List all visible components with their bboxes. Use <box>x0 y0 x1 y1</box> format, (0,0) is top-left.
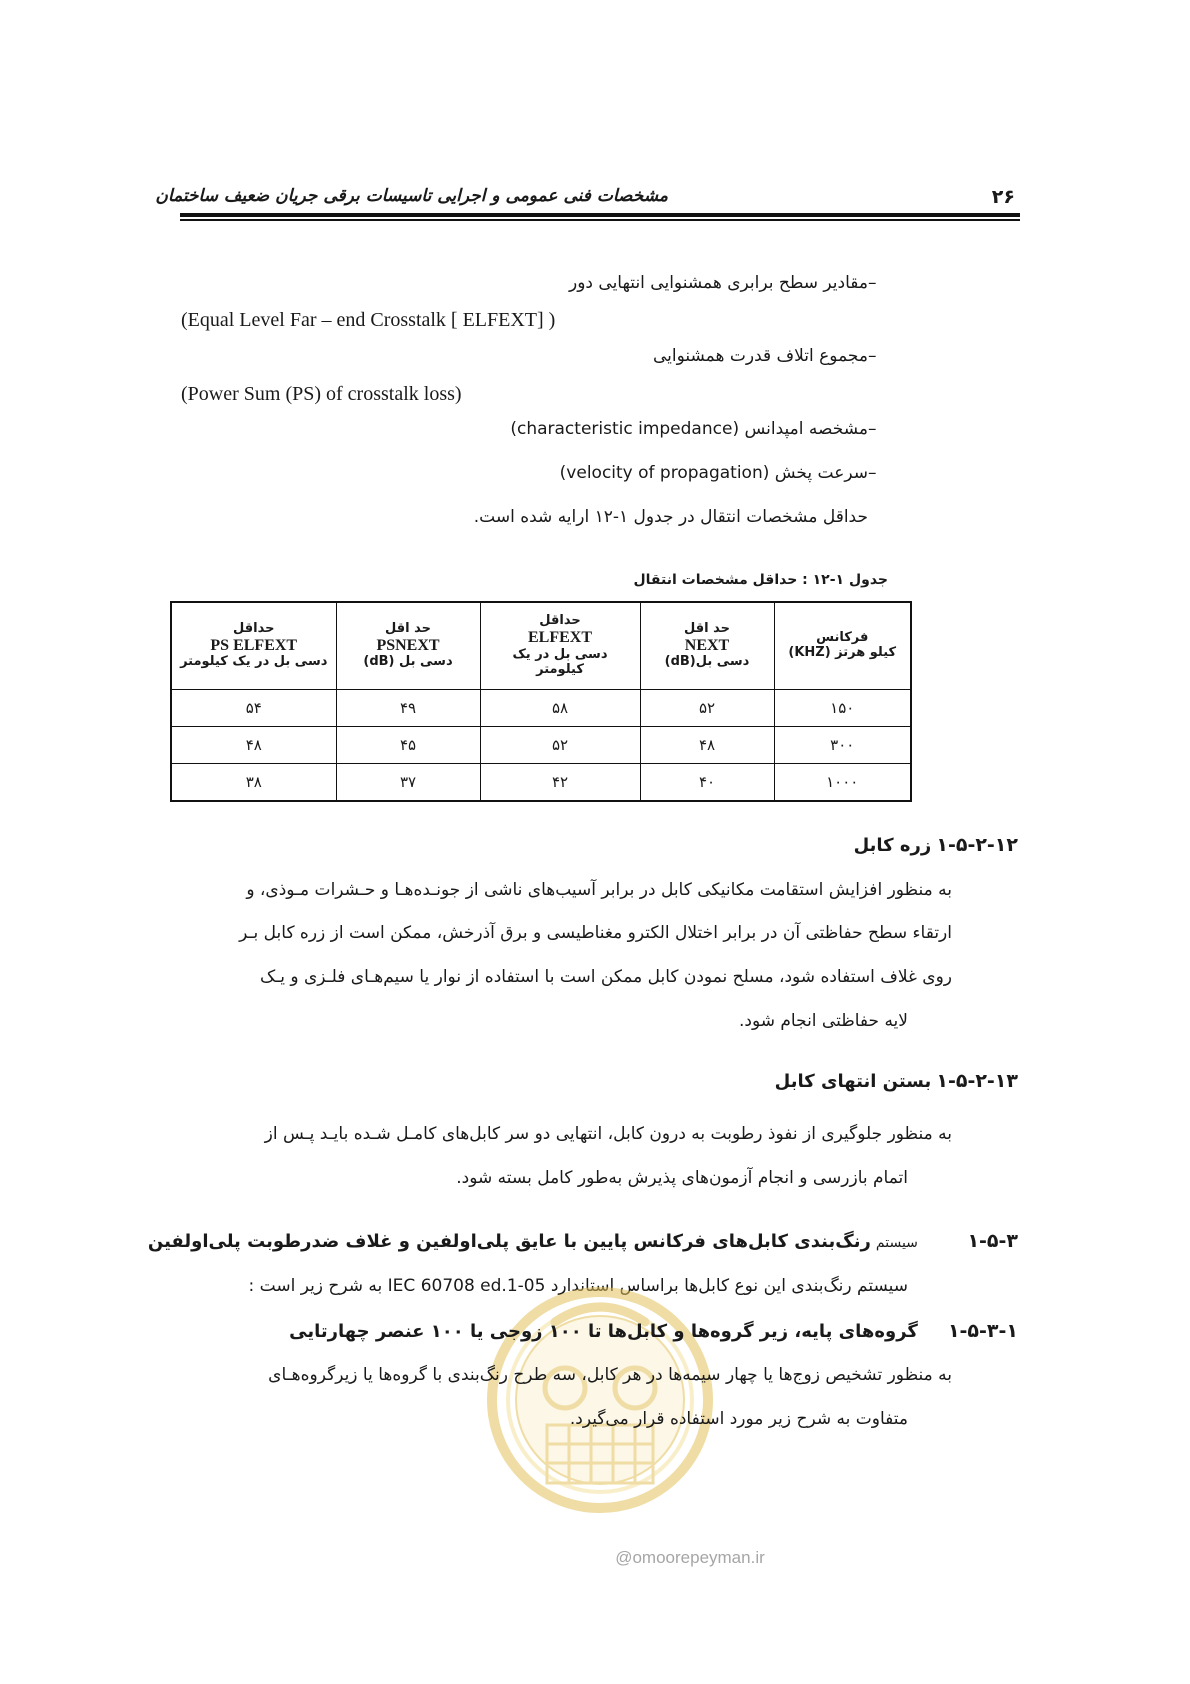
section-number: ۱-۵-۳ <box>967 1230 1018 1252</box>
header-line: حد اقل <box>385 620 431 636</box>
section-title: بستن انتهای کابل <box>774 1071 932 1092</box>
table-header-row <box>171 602 911 690</box>
header-abbr: ELFEXT <box>527 629 592 647</box>
header-line: دسی بل در یک کیلومتر <box>180 654 328 670</box>
table-cell: ۳۸ <box>171 764 336 802</box>
table-cell: ۳۷ <box>336 764 480 802</box>
col-header-ps-elfext <box>171 602 336 690</box>
paragraph-line: اتمام بازرسی و انجام آزمون‌های پذیرش به‌طور کامل بسته شود. <box>456 1168 908 1188</box>
section-title: گروه‌های پایه، زیر گروه‌ها و کابل‌ها تا ۱۰۰ زوجی یا ۱۰۰ عنصر چهارتایی <box>289 1321 918 1342</box>
header-line: کیلو هرتز (KHZ) <box>788 645 897 660</box>
bullet-dash: – <box>868 346 877 366</box>
section-heading <box>289 1320 1018 1342</box>
col-header-next <box>640 602 774 690</box>
running-header-title: مشخصات فنی عمومی و اجرایی تاسیسات برقی جریان ضعیف ساختمان <box>155 186 668 206</box>
bullet-dash: – <box>868 273 877 293</box>
table-cell: ۴۸ <box>640 727 774 764</box>
paragraph-line: سیستم رنگ‌بندی این نوع کابل‌ها براساس استاندارد IEC 60708 ed.1-05 به شرح زیر است : <box>248 1276 908 1296</box>
table-cell: ۴۲ <box>480 764 640 802</box>
header-line: حداقل <box>539 613 581 629</box>
bullet-dash: – <box>868 463 877 483</box>
bullet-dash: – <box>868 419 877 439</box>
bullet-text: سرعت پخش (velocity of propagation) <box>559 463 868 483</box>
header-line: حد اقل <box>684 620 730 636</box>
table-cell: ۵۴ <box>171 690 336 727</box>
section-title: رنگ‌بندی کابل‌های فرکانس پایین با عایق پلی‌اولفین و غلاف ضدرطوبت پلی‌اولفین <box>147 1231 871 1252</box>
table-row <box>171 764 911 802</box>
header-rule-thick <box>180 213 1020 217</box>
section-heading <box>854 834 1018 856</box>
watermark-site-text: @omoorepeyman.ir <box>615 1548 765 1567</box>
section-heading <box>775 1070 1018 1092</box>
section-number: ۱-۵-۳-۱ <box>947 1320 1018 1342</box>
bullet-text: مشخصه امپدانس (characteristic impedance) <box>510 419 868 439</box>
col-header-frequency <box>774 602 911 690</box>
paragraph-line: به منظور جلوگیری از نفوذ رطوبت به درون کابل، انتهایی دو سر کابل‌های کامـل شـده بایـد پـس از <box>264 1124 952 1144</box>
table-cell: ۳۰۰ <box>774 727 911 764</box>
section-title: زره کابل <box>853 835 932 856</box>
bullet-item <box>560 462 908 484</box>
header-line: فرکانس <box>816 630 869 646</box>
section-heading <box>148 1230 1018 1252</box>
paragraph-line: لایه حفاظتی انجام شود. <box>738 1011 908 1031</box>
table-cell: ۴۵ <box>336 727 480 764</box>
table-cell: ۵۲ <box>480 727 640 764</box>
table-cell: ۱۰۰۰ <box>774 764 911 802</box>
header-line: دسی بل(dB) <box>664 654 750 670</box>
paragraph-line: ارتقاء سطح حفاظتی آن در برابر اختلال الکترو مغناطیسی و برق آذرخش، ممکن است از زره کابل بـر <box>239 923 952 943</box>
table-row <box>171 727 911 764</box>
paragraph-line: روی غلاف استفاده شود، مسلح نمودن کابل ممکن است با استفاده از نوار یا سیم‌هـای فلـزی و یـک <box>260 967 952 987</box>
header-line: دسی بل (dB) <box>363 654 453 670</box>
section-number: ۱-۵-۲-۱۳ <box>936 1070 1018 1092</box>
col-header-elfext <box>480 602 640 690</box>
header-abbr: PSNEXT <box>376 636 440 654</box>
bullet-text: مجموع اتلاف قدرت همشنوایی <box>652 346 868 366</box>
header-line: کیلومتر <box>536 661 584 677</box>
table-cell: ۴۹ <box>336 690 480 727</box>
table-cell: ۴۸ <box>171 727 336 764</box>
header-abbr: NEXT <box>684 636 730 654</box>
page-number: ۲۶ <box>991 186 1015 208</box>
english-term: (Equal Level Far – end Crosstalk [ ELFEXT] ) <box>181 309 556 331</box>
header-line: دسی بل در یک <box>512 646 608 662</box>
paragraph-line: متفاوت به شرح زیر مورد استفاده قرار می‌گیرد. <box>569 1409 908 1429</box>
transmission-spec-table <box>170 601 912 802</box>
table-row <box>171 690 911 727</box>
bullet-text: مقادیر سطح برابری همشنوایی انتهایی دور <box>569 273 868 293</box>
table-cell: ۵۸ <box>480 690 640 727</box>
header-rule-thin <box>180 219 1020 221</box>
section-number: ۱-۵-۲-۱۲ <box>936 834 1018 856</box>
header-line: حداقل <box>233 620 275 636</box>
header-abbr: PS ELFEXT <box>210 636 298 654</box>
english-term: (Power Sum (PS) of crosstalk loss) <box>181 383 462 405</box>
paragraph-line: به منظور افزایش استقامت مکانیکی کابل در برابر آسیب‌های ناشی از جونـده‌هـا و حـشرات مـوذی، و <box>246 880 952 900</box>
table-cell: ۵۲ <box>640 690 774 727</box>
bullet-item <box>510 418 908 440</box>
intro-sentence: حداقل مشخصات انتقال در جدول ۱-۱۲ ارایه شده است. <box>473 507 868 527</box>
table-cell: ۴۰ <box>640 764 774 802</box>
table-cell: ۱۵۰ <box>774 690 911 727</box>
col-header-psnext <box>336 602 480 690</box>
bullet-item <box>569 272 908 294</box>
paragraph-line: به منظور تشخیص زوج‌ها یا چهار سیمه‌ها در هر کابل، سه طرح رنگ‌بندی با گروه‌ها یا زیرگروه‌هـای <box>268 1365 952 1385</box>
section-prefix: سیستم <box>875 1235 918 1251</box>
bullet-item <box>653 345 908 367</box>
table-caption: جدول ۱-۱۲ : حداقل مشخصات انتقال <box>633 572 888 588</box>
